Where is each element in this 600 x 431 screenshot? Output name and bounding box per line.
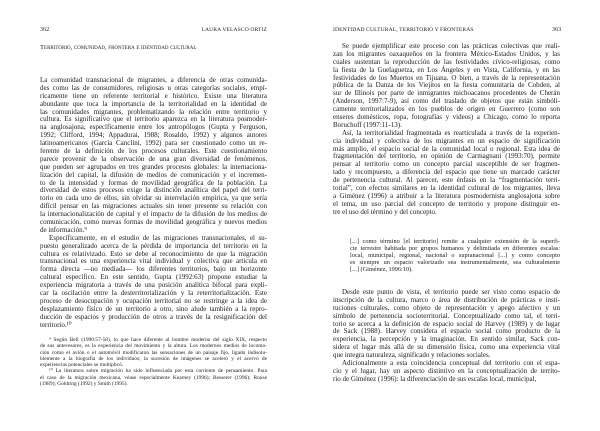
text-line: ⁹ Según Bell (1990:57-58), lo que hace diferente al hombre moderno del siglo XIX, respecto: [49, 337, 267, 343]
text-line: de pertenencia cultural. Al parecer, este énfasis en la “fragmentación terri-: [333, 176, 560, 185]
text-line: festividades de los Muertos en Tijuana. O bien, a través de la representación: [333, 73, 560, 82]
text-line: desplazamiento físico de un territorio a otro, sino alude también a la repro-: [40, 304, 267, 313]
text-line: el caso de la migración mexicana, véase especialmente Kearney (1996); Besserer (1996); Rouse: [40, 374, 267, 381]
text-line: torial”, con efectos similares en la identidad cultural de los migrantes, lleva: [333, 184, 560, 193]
text-line: blemente a la biografía de los individuos; la sucesión de imágenes se aceleró y el acervo de: [40, 355, 267, 362]
text-line: pensar al territorio como un concepto parcial susceptible de ser fragmen-: [333, 160, 560, 169]
text-line: la internacionalización de capital y el impacto de la difusión de los medios de: [40, 210, 267, 219]
footnote: [40, 368, 267, 387]
text-line: tre el uso del término y del concepto.: [333, 207, 437, 216]
text-line: rio de Giménez (1996): la diferenciación de sus escalas local, municipal,: [333, 374, 537, 383]
text-line: cultura. Es significativo que el territorio aparezca en la literatura posmoder-: [40, 115, 267, 124]
text-line: Específicamente, en el estudio de las migraciones transnacionales, el su-: [49, 233, 267, 242]
text-line: zan los migrantes oaxaqueños en la frontera México-Estados Unidos, y las: [333, 49, 560, 58]
text-line: to de la intensidad y formas de movilidad geográfica de la población. La: [40, 178, 267, 187]
text-line: el tema, un uso parcial del concepto de territorio y propone distinguir en-: [333, 199, 560, 208]
paragraph: [40, 235, 267, 330]
text-line: experiencias potenciales se multiplicó.: [40, 362, 124, 369]
text-line: latinoamericanos (García Canclini, 1992) para ser cuestionado como un re-: [40, 139, 267, 148]
text-line: enseres domésticos, ropa, fotografías y videos) a Chicago, como lo reporta: [333, 113, 560, 122]
text-line: a Giménez (1996) a atribuir a la literatura posmodernista anglosajona sobre: [333, 191, 560, 200]
section-heading: Territorio, comunidad, frontera e identidad cultural: [40, 44, 197, 51]
footnote: [40, 337, 267, 368]
text-line: na anglosajona, específicamente entre los antropólogos (Gupta y Ferguson,: [40, 123, 267, 132]
paragraph: [333, 289, 560, 360]
text-line: camente territorializados en los pueblos de origen en Guerrero (como son: [333, 105, 560, 114]
text-line: cultural específico. En este sentido, Gupta (1992:63) propone estudiar la: [40, 273, 267, 282]
page-number: 362: [40, 27, 50, 33]
block-quote: [350, 238, 560, 273]
text-line: inscripción de la cultura, marco o área de distribución de prácticas e insti-: [333, 295, 560, 304]
text-line: torio se acerca a la definición de espacio social de Harvey (1989) y de lugar: [333, 319, 560, 328]
text-line: ción como el avión o el automóvil modificaron las sensaciones de un paisaje fijo, ligado indisolu-: [40, 349, 267, 356]
text-line: más amplio, el espacio social de la comunidad local o regional. Esta idea de: [333, 144, 560, 153]
text-line: tuciones culturales, como objeto de representación y apego afectivo y un: [333, 303, 560, 312]
text-line: comunicación, como nuevas formas de movilidad geográfica y nuevos medios: [40, 218, 267, 227]
text-line: territorio.¹⁰: [40, 320, 72, 329]
text-line: cie terrestre habitada por grupos humanos y delimitada en diferentes escalas:: [350, 245, 560, 252]
text-line: puesto generalizado acerca de la pérdida de importancia del territorio en la: [40, 241, 267, 250]
text-line: pública de la Danza de los Viejitos en la fiesta comunitaria de Cobden, al: [333, 81, 560, 90]
text-line: de información.⁹: [40, 225, 87, 234]
running-head: IDENTIDAD CULTURAL, TERRITORIO Y FRONTERAS: [333, 27, 474, 33]
text-line: Boruchoff (1997:11-13).: [333, 120, 402, 129]
text-line: cultura es relativizado. Esto se debe al reconocimiento de que la migración: [40, 249, 267, 258]
text-line: torio en cada uno de ellos, sin olvidar su interrelación empírica, ya que sería: [40, 194, 267, 203]
text-line: La comunidad transnacional de migrantes, a diferencia de otras comunida-: [40, 76, 267, 84]
text-line: ferente de la definición de los procesos culturales. Este cuestionamiento: [40, 147, 267, 156]
text-line: de Sack (1988). Harvey considera el espacio social como producto de la: [333, 327, 560, 336]
page-number: 363: [552, 27, 562, 33]
text-line: experiencia, la percepción y la imaginación. En sentido similar, Sack con-: [333, 335, 560, 344]
text-line: tado y recompuesto, a diferencia del espacio que tiene un marcado carácter: [333, 168, 560, 177]
text-line: forma directa —no mediada— los diferentes territorios, bajo un horizonte: [40, 265, 267, 274]
text-line: Así, la territorialidad fragmentada es rearticulada a través de la experien-: [342, 128, 560, 137]
text-line: transnacional es una experiencia vital individual y colectiva que articula en: [40, 257, 267, 266]
text-line: proceso de desocupación y ocupación territorial no se restringe a la idea de: [40, 296, 267, 305]
paragraph: [40, 77, 267, 235]
text-line: cuales sustentan la reproducción de las festividades cívico-religiosas, como: [333, 57, 560, 66]
text-line: local, municipal, regional, nacional o supranacional [...] y como concepto: [350, 252, 560, 259]
text-line: difícil pensar en las migraciones actuales sin tener presente su relación con: [40, 202, 267, 211]
text-line: experiencia migratoria a través de una posición analítica bifocal para expli-: [40, 281, 267, 290]
text-line: cio y el lugar, hay un aspecto distintivo en la conceptualización de territo-: [333, 366, 560, 375]
text-line: sidera el lugar más allá de su dimensión física, como una experiencia vital: [333, 343, 560, 352]
paragraph: [333, 130, 560, 217]
text-line: parece provenir de la observación de una gran diversidad de fenómenos,: [40, 154, 267, 163]
text-line: lización del capital, la difusión de medios de comunicación y el incremen-: [40, 170, 267, 179]
paragraph: [350, 238, 560, 273]
text-line: [...] (Giménez, 1996:10).: [350, 266, 413, 273]
body-text: [40, 77, 267, 330]
text-line: ricamente tiene un referente territorial e histórico. Existe una literatura: [40, 91, 267, 100]
text-line: que pueden ser agrupados en tres grandes procesos globales: la internaciona-: [40, 162, 267, 171]
text-line: (Anderson, 1997:7-9), así como del traslado de objetos que están simbóli-: [333, 97, 560, 106]
text-line: que integra naturaleza, significado y relaciones sociales.: [333, 351, 491, 360]
text-line: sur de Illinois por parte de inmigrantes michoacanos procedentes de Cherán: [333, 89, 560, 98]
text-line: la fiesta de la Guelaguetza, en Los Ángeles y en Vista, California, y en las: [333, 65, 560, 74]
text-line: Adicionalmente a esta coincidencia conceptual del territorio con el espa-: [342, 359, 560, 368]
body-text-continued: [333, 289, 560, 384]
text-line: las comunidades migrantes, problematizando la relación entre territorio y: [40, 107, 267, 116]
text-line: des como las de consumidores, religiosas u otras categorías sociales, empí-: [40, 83, 267, 92]
text-line: fragmentación del territorio, en opinión de Carmagnani (1993:70), permite: [333, 152, 560, 161]
text-line: abundante que toca la importancia de la territorialidad en la identidad de: [40, 99, 267, 108]
right-page: [300, 0, 600, 431]
text-line: Se puede ejemplificar este proceso con las prácticas colectivas que reali-: [342, 42, 560, 50]
footnotes: [40, 337, 267, 387]
paragraph: [333, 360, 560, 384]
text-line: ducción de espacios y producción de otros a través de la resignificación del: [40, 312, 267, 321]
text-line: (1989); Goldring (1992) y Smith (1995).: [40, 381, 128, 388]
text-line: ¹⁰ La literatura sobre migración ha sido influenciada por esta corriente de pensamiento. Para: [49, 368, 267, 375]
paragraph: [333, 43, 560, 130]
text-line: car la oscilación entre la desterritorialización y la reterritorialización. Este: [40, 289, 267, 298]
text-line: diversidad de estos procesos exige la distinción analítica del papel del terri-: [40, 186, 267, 195]
text-line: de sus antecesores, es la experiencia del movimiento y la altura. Los modernos medios de locomo-: [40, 343, 267, 350]
text-line: es siempre un espacio valorizado sea instrumentalmente, sea culturalmente: [350, 259, 560, 266]
running-head: LAURA VELASCO ORTIZ: [201, 27, 267, 33]
text-line: cia individual y colectiva de los migrantes en un espacio de significación: [333, 136, 560, 145]
text-line: 1992; Clifford, 1994; Appadurai, 1988; Rosaldo, 1992) y algunos autores: [40, 131, 267, 140]
body-text: [333, 43, 560, 217]
text-line: símbolo de pertenencia socioterritorial. Conceptualizado como tal, el terri-: [333, 311, 560, 320]
text-line: [...] como término [el territorio] remite a cualquier extensión de la superfi-: [350, 238, 560, 245]
text-line: Desde este punto de vista, el territorio puede ser visto como espacio de: [342, 288, 560, 296]
